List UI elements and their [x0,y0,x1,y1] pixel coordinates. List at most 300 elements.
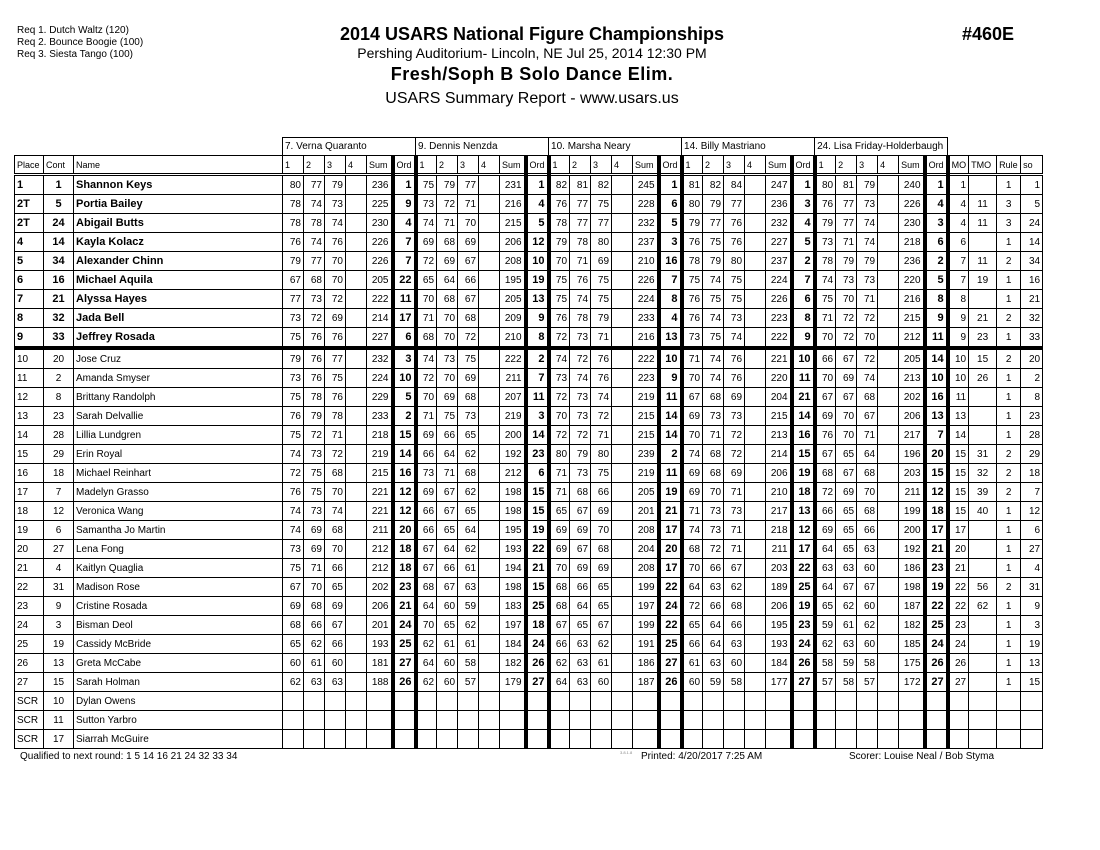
score-3: 70 [591,521,612,540]
score-3: 75 [591,290,612,309]
score-2: 69 [437,388,458,407]
score-2: 73 [703,407,724,426]
name-cell: Cassidy McBride [74,635,283,654]
name-cell: Jose Cruz [74,348,283,369]
score-3: 75 [458,348,479,369]
score-2: 65 [836,502,857,521]
ordinal-cell: 8 [659,290,682,309]
score-4 [878,233,899,252]
ordinal-cell: 16 [393,464,416,483]
ordinal-cell: 22 [925,597,948,616]
score-3: 73 [857,271,878,290]
rule-cell: 1 [997,635,1021,654]
ordinal-cell: 8 [925,290,948,309]
score-4 [346,578,367,597]
score-3: 72 [325,290,346,309]
score-1: 71 [416,309,437,328]
name-cell: Michael Aquila [74,271,283,290]
score-2: 65 [437,616,458,635]
score-4 [479,464,500,483]
sum-cell [367,730,393,749]
sum-cell [766,692,792,711]
score-3: 67 [857,407,878,426]
score-2: 69 [570,559,591,578]
ordinal-cell: 11 [393,290,416,309]
score-2: 65 [836,445,857,464]
score-4 [479,635,500,654]
rule-cell: 1 [997,407,1021,426]
score-4 [479,426,500,445]
sum-cell: 195 [766,616,792,635]
score-3 [857,711,878,730]
score-3: 71 [458,195,479,214]
mo-cell: 8 [948,290,969,309]
score-4 [878,616,899,635]
sum-cell: 184 [500,635,526,654]
score-4 [346,328,367,349]
header-ord: Ord [659,156,682,175]
so-cell: 20 [1021,348,1043,369]
place-cell: 13 [15,407,44,426]
score-3: 72 [724,426,745,445]
sum-cell: 239 [633,445,659,464]
sum-cell: 215 [367,464,393,483]
place-cell: 21 [15,559,44,578]
score-4 [612,635,633,654]
table-row [15,654,1043,673]
score-2: 67 [437,578,458,597]
tmo-cell: 11 [969,214,997,233]
score-4 [745,540,766,559]
score-1: 78 [283,214,304,233]
ordinal-cell: 3 [659,233,682,252]
score-4 [745,290,766,309]
score-3: 70 [325,271,346,290]
ordinal-cell: 6 [526,464,549,483]
tmo-cell [969,711,997,730]
ordinal-cell: 27 [393,654,416,673]
score-1: 69 [815,407,836,426]
score-2: 77 [703,214,724,233]
ordinal-cell: 9 [526,309,549,328]
score-1 [549,730,570,749]
header-j4: 4 [479,156,500,175]
sum-cell: 184 [766,654,792,673]
score-4 [479,521,500,540]
ordinal-cell: 24 [393,616,416,635]
score-1: 75 [416,175,437,195]
score-2: 74 [703,271,724,290]
score-3: 68 [857,464,878,483]
sum-cell: 198 [500,483,526,502]
score-3: 66 [325,559,346,578]
table-row [15,290,1043,309]
score-3: 66 [591,483,612,502]
score-1: 73 [416,464,437,483]
score-4 [612,483,633,502]
sum-cell: 208 [500,252,526,271]
score-3 [591,730,612,749]
score-3: 70 [857,483,878,502]
score-4 [745,369,766,388]
rule-cell: 1 [997,290,1021,309]
score-3: 68 [325,464,346,483]
score-3: 75 [591,464,612,483]
score-1: 75 [283,559,304,578]
sum-cell: 231 [500,175,526,195]
score-2: 69 [304,540,325,559]
sum-cell: 194 [500,559,526,578]
ordinal-cell: 7 [393,233,416,252]
score-4 [346,407,367,426]
sum-cell: 196 [899,445,925,464]
score-4 [346,348,367,369]
score-1: 82 [549,175,570,195]
cont-cell: 14 [44,233,74,252]
score-1: 80 [815,175,836,195]
mo-cell [948,730,969,749]
score-3: 64 [857,445,878,464]
score-3: 60 [857,635,878,654]
score-4 [612,502,633,521]
ordinal-cell: 24 [659,597,682,616]
rule-cell: 2 [997,578,1021,597]
sum-cell: 206 [766,464,792,483]
ordinal-cell: 13 [925,407,948,426]
sum-cell: 221 [766,348,792,369]
place-cell: 2T [15,214,44,233]
place-cell: 22 [15,578,44,597]
score-2: 77 [570,195,591,214]
score-3: 72 [325,445,346,464]
score-3: 73 [724,502,745,521]
sum-cell: 219 [500,407,526,426]
score-3: 60 [724,654,745,673]
score-1: 80 [549,445,570,464]
score-4 [346,654,367,673]
table-row [15,502,1043,521]
score-3 [857,730,878,749]
championship-title: 2014 USARS National Figure Championships [339,24,725,44]
score-4 [479,711,500,730]
header-j4: 4 [346,156,367,175]
score-1: 64 [416,597,437,616]
rule-cell: 1 [997,616,1021,635]
score-1: 67 [283,578,304,597]
sum-cell: 210 [766,483,792,502]
score-2: 73 [703,502,724,521]
score-4 [346,502,367,521]
score-3: 67 [458,290,479,309]
score-2: 65 [570,616,591,635]
score-1: 71 [682,348,703,369]
sum-cell: 211 [500,369,526,388]
ordinal-cell: 20 [925,445,948,464]
header-place: Place [15,156,44,175]
score-2: 66 [703,559,724,578]
score-2: 75 [703,290,724,309]
ordinal-cell: 12 [393,502,416,521]
score-1: 65 [815,597,836,616]
score-3: 79 [591,309,612,328]
sum-cell: 182 [500,654,526,673]
so-cell: 29 [1021,445,1043,464]
score-3: 68 [458,388,479,407]
ordinal-cell: 22 [393,271,416,290]
score-4 [745,521,766,540]
ordinal-cell: 15 [526,578,549,597]
score-2: 63 [570,654,591,673]
sum-cell: 187 [899,597,925,616]
name-cell: Jeffrey Rosada [74,328,283,349]
score-2: 76 [304,328,325,349]
score-3: 69 [591,559,612,578]
sum-cell: 201 [367,616,393,635]
place-cell: 25 [15,635,44,654]
score-3: 71 [857,426,878,445]
tmo-cell: 31 [969,445,997,464]
score-2: 71 [304,559,325,578]
score-3 [724,711,745,730]
score-1: 60 [283,654,304,673]
so-cell: 34 [1021,252,1043,271]
name-cell: Kayla Kolacz [74,233,283,252]
ordinal-cell: 17 [792,540,815,559]
score-4 [612,597,633,616]
score-2: 63 [570,673,591,692]
score-2: 73 [304,502,325,521]
score-1: 78 [549,214,570,233]
score-2: 75 [304,464,325,483]
cont-cell: 24 [44,214,74,233]
place-cell: 4 [15,233,44,252]
cont-cell: 4 [44,559,74,578]
ordinal-cell: 8 [792,309,815,328]
score-1: 74 [283,502,304,521]
score-1: 76 [682,233,703,252]
score-2: 75 [703,233,724,252]
name-cell: Veronica Wang [74,502,283,521]
score-3: 80 [724,252,745,271]
sum-cell: 211 [766,540,792,559]
rule-cell: 3 [997,195,1021,214]
score-2: 71 [703,426,724,445]
score-4 [878,290,899,309]
header-name: Name [74,156,283,175]
sum-cell: 216 [500,195,526,214]
score-4 [878,673,899,692]
score-3: 70 [325,252,346,271]
judge-name: 14. Billy Mastriano [682,138,815,156]
name-cell: Madelyn Grasso [74,483,283,502]
score-1: 73 [549,369,570,388]
score-3: 57 [458,673,479,692]
score-4 [479,407,500,426]
score-4 [745,233,766,252]
score-4 [479,559,500,578]
score-1: 74 [815,271,836,290]
ordinal-cell: 26 [792,654,815,673]
cont-cell: 29 [44,445,74,464]
venue-date: Pershing Auditorium- Lincoln, NE Jul 25, 2014 12:30 PM [357,45,707,61]
ordinal-cell: 21 [393,597,416,616]
sum-cell: 192 [500,445,526,464]
ordinal-cell [659,730,682,749]
score-4 [745,328,766,349]
sum-cell: 218 [367,426,393,445]
so-cell: 9 [1021,597,1043,616]
score-2: 67 [570,540,591,559]
score-1: 68 [549,578,570,597]
score-2: 62 [304,635,325,654]
rule-cell: 2 [997,348,1021,369]
rule-cell: 1 [997,521,1021,540]
score-3 [458,692,479,711]
score-4 [346,730,367,749]
ordinal-cell: 14 [659,407,682,426]
score-1 [549,711,570,730]
score-1: 70 [416,616,437,635]
score-4 [346,426,367,445]
cont-cell: 9 [44,597,74,616]
ordinal-cell: 26 [925,654,948,673]
score-1: 79 [283,252,304,271]
tmo-cell [969,388,997,407]
cont-cell: 18 [44,464,74,483]
score-4 [878,195,899,214]
tmo-cell [969,730,997,749]
score-2: 77 [836,195,857,214]
requirement-2: Req 2. Bounce Boogie (100) [17,37,144,48]
cont-cell: 6 [44,521,74,540]
score-3: 62 [458,445,479,464]
tmo-cell [969,426,997,445]
score-2: 75 [703,328,724,349]
ordinal-cell: 22 [659,616,682,635]
score-4 [612,673,633,692]
score-1: 67 [815,445,836,464]
place-cell: 1 [15,175,44,195]
score-4 [479,214,500,233]
tmo-cell: 62 [969,597,997,616]
sum-cell: 226 [899,195,925,214]
ordinal-cell: 19 [925,578,948,597]
score-2: 61 [304,654,325,673]
score-3: 60 [591,673,612,692]
score-3: 74 [857,369,878,388]
tmo-cell [969,692,997,711]
name-cell: Kaitlyn Quaglia [74,559,283,578]
name-cell: Alyssa Hayes [74,290,283,309]
mo-cell: 23 [948,616,969,635]
score-2: 59 [703,673,724,692]
table-row [15,578,1043,597]
score-4 [878,578,899,597]
score-1: 70 [815,328,836,349]
ordinal-cell: 6 [393,328,416,349]
score-4 [479,195,500,214]
so-cell: 24 [1021,214,1043,233]
so-cell: 14 [1021,233,1043,252]
score-1: 74 [682,445,703,464]
rule-cell: 3 [997,214,1021,233]
score-4 [745,309,766,328]
score-2: 71 [570,252,591,271]
ordinal-cell: 18 [792,483,815,502]
place-cell: 5 [15,252,44,271]
score-1: 66 [416,521,437,540]
score-4 [479,388,500,407]
sum-cell: 224 [367,369,393,388]
score-4 [479,348,500,369]
ordinal-cell: 12 [526,233,549,252]
score-3: 79 [857,175,878,195]
ordinal-cell: 3 [792,195,815,214]
cont-cell: 34 [44,252,74,271]
printed-timestamp: Printed: 4/20/2017 7:25 AM [641,751,763,762]
score-4 [878,309,899,328]
so-cell: 6 [1021,521,1043,540]
score-4 [346,711,367,730]
tmo-cell: 15 [969,348,997,369]
ordinal-cell: 19 [792,597,815,616]
sum-cell: 214 [367,309,393,328]
score-3: 79 [857,252,878,271]
place-cell: 9 [15,328,44,349]
score-2: 75 [437,407,458,426]
ordinal-cell: 27 [925,673,948,692]
ordinal-cell: 7 [925,426,948,445]
sum-cell: 236 [367,175,393,195]
mo-cell: 10 [948,348,969,369]
score-3: 74 [325,214,346,233]
score-4 [346,369,367,388]
score-2: 82 [703,175,724,195]
score-4 [479,654,500,673]
score-4 [612,616,633,635]
sum-cell: 217 [766,502,792,521]
score-4 [479,673,500,692]
score-2 [304,730,325,749]
ordinal-cell [925,692,948,711]
score-1: 66 [416,502,437,521]
name-cell: Bisman Deol [74,616,283,635]
score-2: 70 [703,483,724,502]
ordinal-cell [925,730,948,749]
score-1: 65 [682,616,703,635]
score-4 [878,175,899,195]
score-2: 67 [437,502,458,521]
ordinal-cell: 15 [925,464,948,483]
sum-cell: 212 [367,540,393,559]
score-3: 69 [591,252,612,271]
place-cell: SCR [15,692,44,711]
sum-cell: 215 [633,426,659,445]
score-4 [612,464,633,483]
score-3: 62 [458,616,479,635]
sum-cell: 230 [899,214,925,233]
ordinal-cell: 1 [526,175,549,195]
score-4 [878,426,899,445]
sum-cell: 186 [633,654,659,673]
score-2: 66 [570,578,591,597]
score-1: 68 [815,464,836,483]
sum-cell: 220 [766,369,792,388]
rule-cell: 1 [997,271,1021,290]
header-j3: 3 [325,156,346,175]
score-1: 69 [815,521,836,540]
score-2: 76 [304,369,325,388]
